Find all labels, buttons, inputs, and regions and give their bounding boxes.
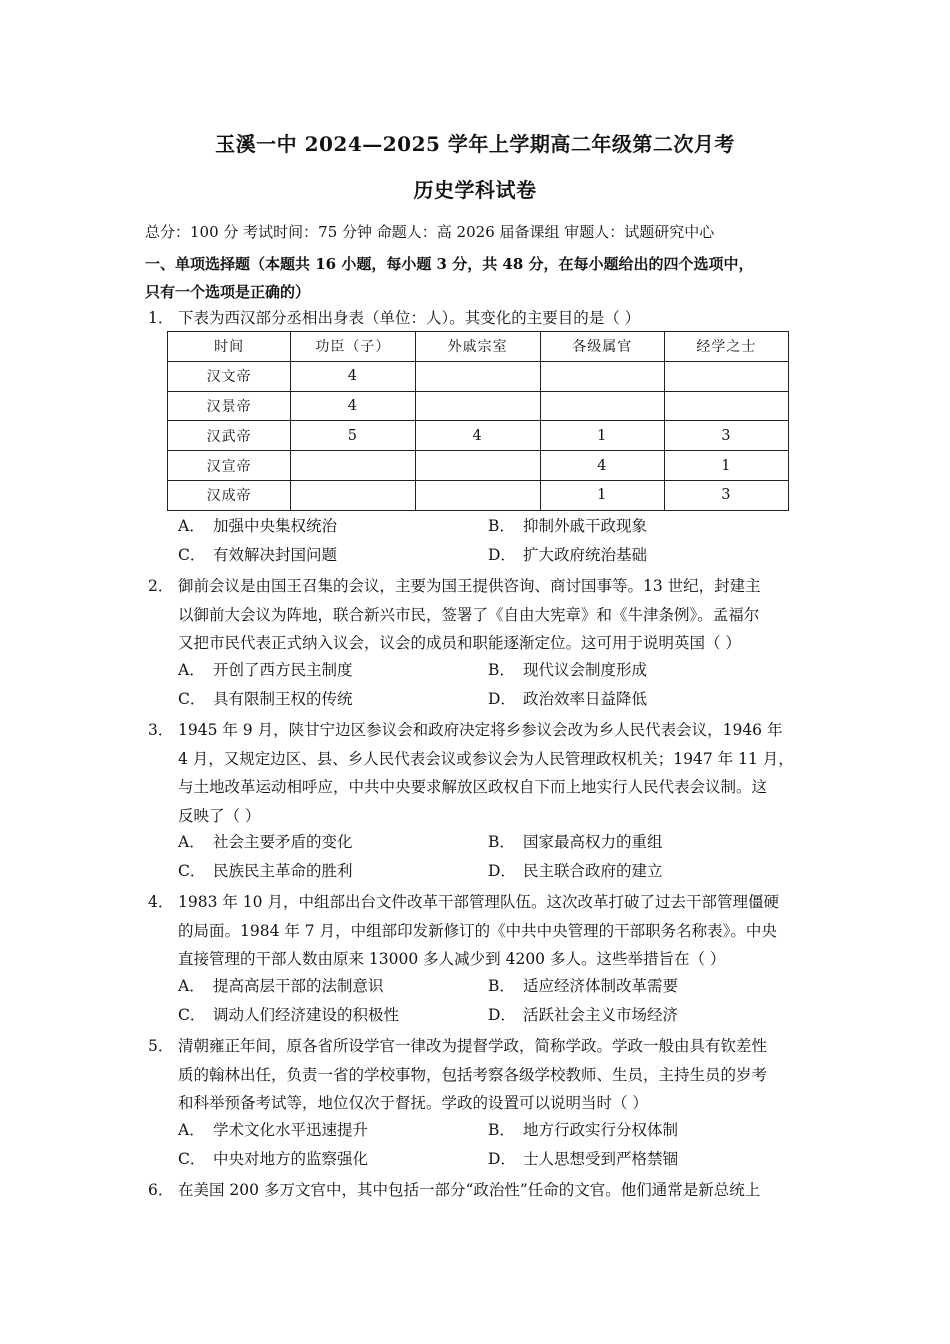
option-c[interactable]: C． 有效解决封国问题 [178,545,338,564]
section-heading: 一、单项选择题（本题共 16 小题，每小题 3 分，共 48 分，在每小题给出的四个选项中， 只有一个选项是正确的） [145,255,754,301]
question-6: 6． 在美国 200 多万文官中，其中包括一部分“政治性”任命的文官。他们通常是新总统上 [148,1181,761,1199]
table-header: 各级属官 [540,332,664,362]
question-3-options [178,830,818,887]
table-cell: 1 [540,480,664,510]
table-cell [291,480,415,510]
table-header: 时间 [168,332,291,362]
table-header: 功臣（子） [291,332,415,362]
table-cell [415,480,540,510]
table-cell: 4 [540,451,664,481]
table-cell [540,391,664,421]
table-header: 外戚宗室 [415,332,540,362]
question-1-options [178,514,818,571]
table-header-row [168,332,789,362]
table-cell: 1 [540,421,664,451]
option-a[interactable]: A． 社会主要矛盾的变化 [178,833,353,851]
table-row [168,421,789,451]
option-c[interactable]: C． 调动人们经济建设的积极性 [178,1005,400,1024]
question-5-options [178,1118,818,1175]
table-cell: 4 [291,391,415,421]
table-cell: 1 [664,451,788,481]
option-c[interactable]: C． 民族民主革命的胜利 [178,861,353,880]
option-d[interactable]: D． 扩大政府统治基础 [488,545,648,564]
table-cell [664,391,788,421]
option-b[interactable]: B． 现代议会制度形成 [488,661,648,679]
option-d[interactable]: D． 民主联合政府的建立 [488,861,663,880]
table-cell: 汉宣帝 [168,451,291,481]
table-cell [291,451,415,481]
table-cell: 汉文帝 [168,361,291,391]
table-header: 经学之士 [664,332,788,362]
table-cell: 3 [664,421,788,451]
option-a[interactable]: A． 开创了西方民主制度 [178,661,353,679]
question-4: 4． 1983 年 10 月，中组部出台文件改革干部管理队伍。这次改革打破了过去干部管理僵硬 的局面。1984 年 7 月，中组部印发新修订的《中共中央管理的干部职务名称表》。中央 直接管理的干部人数由原来 13000 多人减少到 4200 多人。这些举措旨在（ ） [148,893,779,969]
table-cell: 汉武帝 [168,421,291,451]
question-1: 1． 下表为西汉部分丞相出身表（单位：人）。其变化的主要目的是（ ） [148,309,641,327]
exam-title: 玉溪一中 2024—2025 学年上学期高二年级第二次月考 [215,132,735,156]
option-a[interactable]: A． 加强中央集权统治 [178,517,338,535]
question-2: 2． 御前会议是由国王召集的会议，主要为国王提供咨询、商讨国事等。13 世纪，封建主 以御前大会议为阵地，联合新兴市民，签署了《自由大宪章》和《牛津条例》。孟福尔 又把市民代表正式纳入议会，议会的成员和职能逐渐定位。这可用于说明英国（ ） [148,577,761,653]
option-a[interactable]: A． 提高高层干部的法制意识 [178,977,384,995]
option-b[interactable]: B． 抑制外戚干政现象 [488,517,648,535]
table-cell: 4 [291,361,415,391]
option-d[interactable]: D． 活跃社会主义市场经济 [488,1005,679,1024]
table-cell: 5 [291,421,415,451]
option-b[interactable]: B． 适应经济体制改革需要 [488,977,679,995]
question-4-options [178,974,818,1031]
exam-info: 总分：100 分 考试时间：75 分钟 命题人：高 2026 届备课组 审题人：试题研究中心 [145,223,715,241]
question-5: 5． 清朝雍正年间，原各省所设学官一律改为提督学政，简称学政。学政一般由具有钦差性 质的翰林出任，负责一省的学校事物，包括考察各级学校教师、生员，主持生员的岁考 和科举预备考试等，地位仅次于督抚。学政的设置可以说明当时（ ） [148,1037,768,1113]
table-cell [415,451,540,481]
question-3: 3． 1945 年 9 月，陕甘宁边区参议会和政府决定将乡参议会改为乡人民代表会议，1946 年 4 月，又规定边区、县、乡人民代表会议或参议会为人民管理政权机关；1947 年 11 月， 与土地改革运动相呼应，中共中央要求解放区政权自下而上地实行人民代表会议制。这 反映了（ ） [148,721,794,825]
question-2-options [178,658,818,715]
option-d[interactable]: D． 士人思想受到严格禁锢 [488,1149,679,1168]
option-b[interactable]: B． 国家最高权力的重组 [488,833,663,851]
option-c[interactable]: C． 中央对地方的监察强化 [178,1149,369,1168]
option-a[interactable]: A． 学术文化水平迅速提升 [178,1121,369,1139]
table-cell [415,391,540,421]
table-row [168,391,789,421]
option-b[interactable]: B． 地方行政实行分权体制 [488,1121,679,1139]
table-cell [664,361,788,391]
table-cell: 汉景帝 [168,391,291,421]
table-row [168,451,789,481]
chancellor-origin-table [167,331,789,511]
table-cell [540,361,664,391]
option-c[interactable]: C． 具有限制王权的传统 [178,689,353,708]
table-cell [415,361,540,391]
option-d[interactable]: D． 政治效率日益降低 [488,689,648,708]
table-row [168,480,789,510]
exam-subtitle: 历史学科试卷 [413,178,537,202]
table-cell: 汉成帝 [168,480,291,510]
table-row [168,361,789,391]
table-cell: 4 [415,421,540,451]
table-cell: 3 [664,480,788,510]
